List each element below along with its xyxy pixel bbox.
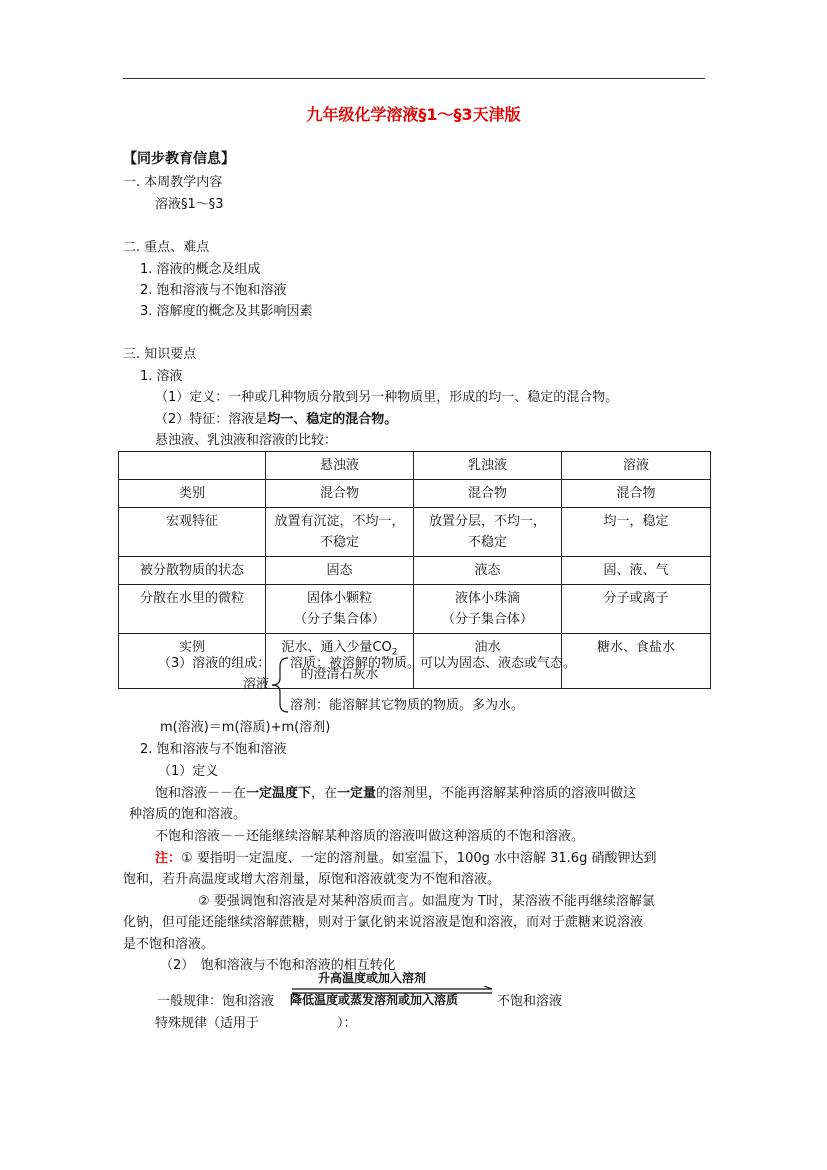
table-cell: 混合物 (414, 480, 562, 508)
table-cell: 泥水、通入少量$CO_2$ 的澄清石灰水 (266, 634, 414, 689)
table-cell: 宏观特征 (119, 508, 266, 557)
table-header-row (119, 452, 711, 480)
general-rule-end: 不饱和溶液 (497, 994, 563, 1009)
table-cell: 悬浊液 (266, 452, 414, 480)
note-2-cont: 化钠，但可能还能继续溶解蔗糖，则对于氯化钠来说溶液是饱和溶液，而对于蔗糖来说溶液 (123, 915, 644, 930)
compare-intro: 悬浊液、乳浊液和溶液的比较： (155, 433, 338, 448)
feature-prefix: （2）特征：溶液是 (155, 412, 268, 427)
solution-label: 溶液 (243, 677, 270, 692)
table-cell: 混合物 (562, 480, 711, 508)
note-2: ② 要强调饱和溶液是对某种溶质而言。如温度为 T时，某溶液不能再继续溶解氯 (198, 894, 655, 909)
feature-emphasis: 均一、稳定的混合物。 (267, 412, 398, 427)
table-cell: 液态 (414, 557, 562, 585)
arrow-bottom-label: 降低温度或蒸发溶剂或加入溶质 (290, 993, 459, 1007)
sync-heading: 【同步教育信息】 (123, 151, 235, 167)
saturated-definition-cont: 种溶质的饱和溶液。 (129, 807, 247, 822)
subsection-solution: 1. 溶液 (140, 369, 183, 384)
key-point-2: 2. 饱和溶液与不饱和溶液 (140, 283, 287, 298)
table-cell: 固体小颗粒 （分子集合体） (266, 585, 414, 634)
table-row (119, 508, 711, 557)
key-point-1: 1. 溶液的概念及组成 (140, 262, 261, 277)
note-2-end: 是不饱和溶液。 (123, 937, 215, 952)
mass-equation: m(溶液)＝m(溶质)+m(溶剂) (160, 720, 331, 735)
table-cell: 分子或离子 (562, 585, 711, 634)
table-cell: 分散在水里的微粒 (119, 585, 266, 634)
comparison-table (118, 451, 711, 689)
section2-heading: 二. 重点、难点 (123, 240, 210, 255)
section1-heading: 一. 本周教学内容 (123, 175, 223, 190)
table-cell: 固、液、气 (562, 557, 711, 585)
table-cell: 混合物 (266, 480, 414, 508)
conversion-heading: （2） 饱和溶液与不饱和溶液的相互转化 (160, 958, 396, 973)
solvent-text: 溶剂：能溶解其它物质的物质。多为水。 (290, 698, 525, 713)
table-cell: 乳浊液 (414, 452, 562, 480)
unsaturated-definition: 不饱和溶液－－还能继续溶解某种溶质的溶液叫做这种溶质的不饱和溶液。 (155, 829, 585, 844)
special-rule: 特殊规律（适用于 ）： (155, 1016, 357, 1031)
table-cell: 类别 (119, 480, 266, 508)
table-cell: 实例 (119, 634, 266, 689)
key-point-3: 3. 溶解度的概念及其影响因素 (140, 304, 313, 319)
page-title: 九年级化学溶液§1～§3天津版 (306, 105, 521, 124)
table-cell (119, 452, 266, 480)
section1-content: 溶液§1～§3 (155, 197, 224, 212)
table-row (119, 557, 711, 585)
note-1-cont: 饱和，若升高温度或增大溶剂量，原饱和溶液就变为不饱和溶液。 (123, 872, 501, 887)
table-cell: 液体小珠滴 （分子集合体） (414, 585, 562, 634)
table-cell: 均一，稳定 (562, 508, 711, 557)
table-row (119, 480, 711, 508)
definition-text: （1）定义：一种或几种物质分散到另一种物质里，形成的均一、稳定的混合物。 (155, 390, 619, 405)
table-cell: 糖水、食盐水 (562, 634, 711, 689)
conversion-arrows (288, 971, 496, 1011)
table-cell: 油水 (414, 634, 562, 689)
definition-label: （1）定义 (158, 764, 219, 779)
composition-label: （3）溶液的组成： (158, 656, 271, 671)
brace-icon (268, 656, 290, 714)
solute-text: 溶质：被溶解的物质。可以为固态、液态或气态。 (290, 656, 577, 671)
saturated-definition: 饱和溶液－－在一定温度下，在一定量的溶剂里，不能再溶解某种溶质的溶液叫做这 (155, 786, 637, 801)
section3-heading: 三. 知识要点 (123, 347, 197, 362)
table-cell: 溶液 (562, 452, 711, 480)
header-rule (123, 78, 705, 79)
table-cell: 放置分层，不均一， 不稳定 (414, 508, 562, 557)
table-cell: 放置有沉淀，不均一， 不稳定 (266, 508, 414, 557)
general-rule-label: 一般规律：饱和溶液 (157, 994, 275, 1009)
note-1: 注：① 要指明一定温度、一定的溶剂量。如室温下，100g 水中溶解 31.6g 硝酸钾达到 (155, 851, 657, 866)
table-row (119, 585, 711, 634)
note-label: 注： (155, 851, 182, 866)
arrow-top-label: 升高温度或加入溶剂 (318, 971, 427, 985)
subsection-saturated: 2. 饱和溶液与不饱和溶液 (140, 742, 287, 757)
table-cell: 被分散物质的状态 (119, 557, 266, 585)
feature-text (155, 412, 397, 428)
table-cell: 固态 (266, 557, 414, 585)
